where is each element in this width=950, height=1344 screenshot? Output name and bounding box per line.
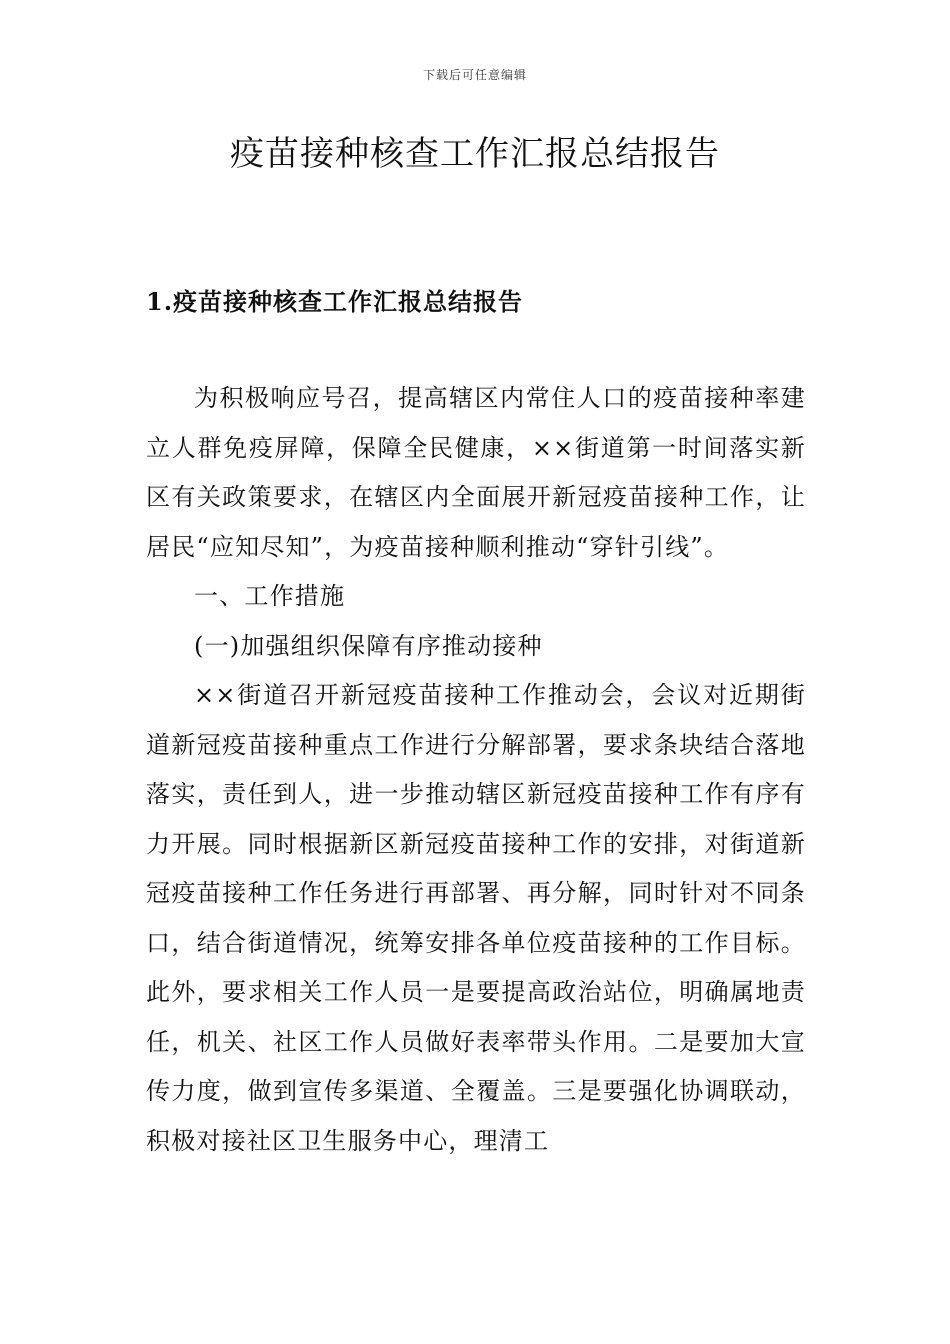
paragraph-intro: 为积极响应号召，提高辖区内常住人口的疫苗接种率建立人群免疫屏障，保障全民健康，××街道第一时间落实新区有关政策要求，在辖区内全面展开新冠疫苗接种工作，让居民“应知尽知”，为疫苗接种顺利推动“穿针引线”。: [146, 384, 806, 561]
heading-work-measures: 一、工作措施: [194, 582, 346, 610]
subheading-organization: (一)加强组织保障有序推动接种: [194, 631, 543, 660]
header-note: 下载后可任意编辑: [422, 68, 527, 82]
document-body: [146, 374, 806, 1166]
section-heading: 1.疫苗接种核查工作汇报总结报告: [146, 287, 524, 316]
paragraph-meeting: ××街道召开新冠疫苗接种工作推动会，会议对近期街道新冠疫苗接种重点工作进行分解部署，要求条块结合落地落实，责任到人，进一步推动辖区新冠疫苗接种工作有序有力开展。同时根据新区新冠疫苗接种工作的安排，对街道新冠疫苗接种工作任务进行再部署、再分解，同时针对不同条口，结合街道情况，统筹安排各单位疫苗接种的工作目标。此外，要求相关工作人员一是要提高政治站位，明确属地责任，机关、社区工作人员做好表率带头作用。二是要加大宣传力度，做到宣传多渠道、全覆盖。三是要强化协调联动，积极对接社区卫生服务中心，理清工: [146, 681, 806, 1155]
document-title: 疫苗接种核查工作汇报总结报告: [230, 134, 720, 174]
